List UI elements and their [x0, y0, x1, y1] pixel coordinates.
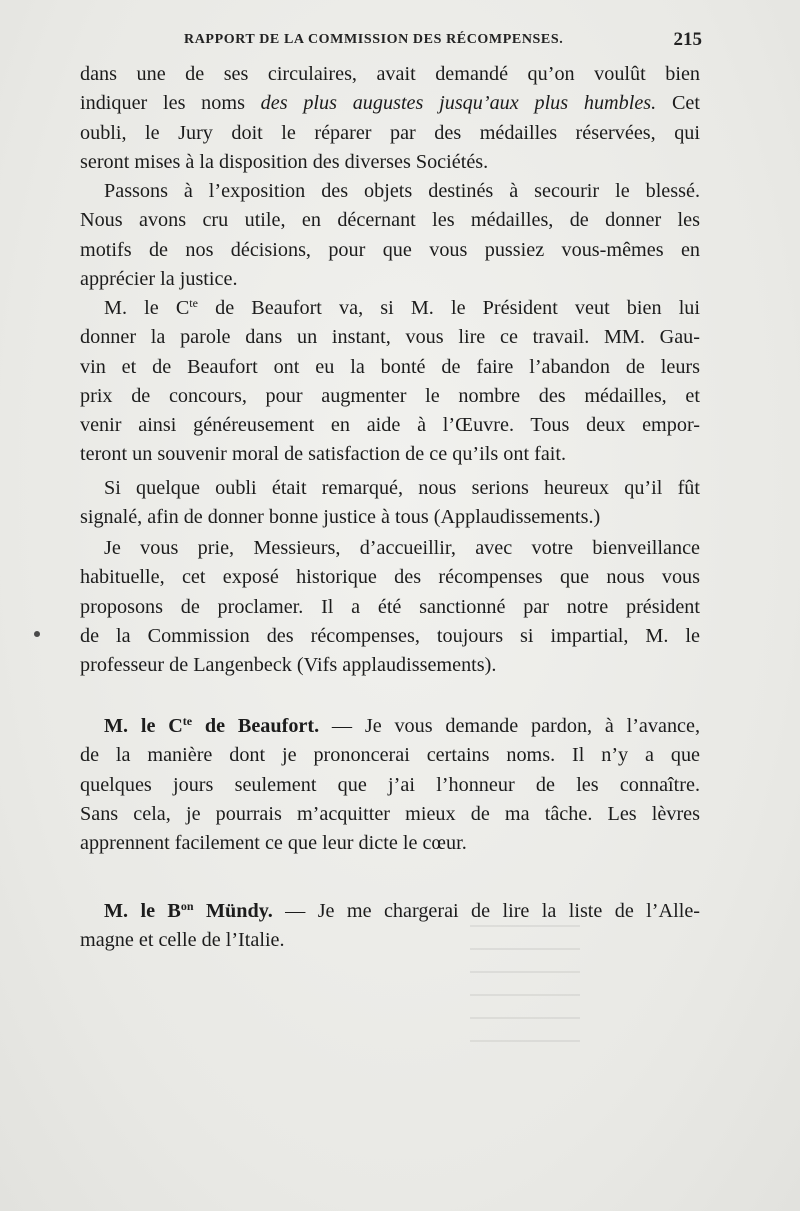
text-run: — Je me chargerai de lire la liste de l’Alle-: [272, 900, 700, 922]
superscript: te: [189, 296, 198, 310]
text-line: [80, 897, 700, 926]
paragraph-1: [80, 60, 700, 177]
text-line: venir ainsi généreusement en aide à l’Œuvre. Tous deux empor-: [80, 414, 700, 437]
superscript: te: [182, 714, 193, 728]
text-line: seront mises à la disposition des diverses Sociétés.: [80, 150, 489, 173]
text-run: de Beaufort va, si M. le Président veut bien lui: [197, 297, 700, 319]
text-line: signalé, afin de donner bonne justice à tous (Applaudissements.): [80, 506, 601, 529]
italic-phrase: des plus augustes jusqu’aux plus humbles.: [260, 92, 657, 115]
text-run: — Je vous demande pardon, à l’avance,: [319, 715, 701, 737]
text-line: [80, 294, 700, 323]
text-run: Cet: [656, 92, 700, 115]
superscript: on: [180, 899, 194, 913]
text-line: apprennent facilement ce que leur dicte le cœur.: [80, 832, 467, 855]
text-line: Sans cela, je pourrais m’acquitter mieux de ma tâche. Les lèvres: [80, 802, 700, 825]
text-line: vin et de Beaufort ont eu la bonté de faire l’abandon de leurs: [80, 355, 700, 378]
text-line: prix de concours, pour augmenter le nombre des médailles, et: [80, 384, 700, 407]
text-line: magne et celle de l’Italie.: [80, 929, 285, 952]
speaker-name: [104, 900, 273, 922]
paragraph-5: [80, 534, 700, 680]
running-head: [80, 29, 702, 54]
text-run: indiquer les noms: [80, 92, 261, 115]
text-line: Si quelque oubli était remarqué, nous serions heureux qu’il fût: [104, 477, 700, 499]
text-line: professeur de Langenbeck (Vifs applaudissements).: [80, 654, 497, 677]
speaker-name: [104, 715, 319, 737]
text-line: oubli, le Jury doit le réparer par des médailles réservées, qui: [80, 121, 700, 144]
text-run: M. le C: [104, 715, 183, 737]
paragraph-3: [80, 294, 700, 470]
text-line: motifs de nos décisions, pour que vous pussiez vous-mêmes en: [80, 238, 700, 261]
running-title: RAPPORT DE LA COMMISSION DES RÉCOMPENSES.: [184, 32, 564, 47]
page-number: 215: [673, 29, 702, 50]
show-through-shadow: [470, 925, 580, 1045]
text-line: proposons de proclamer. Il a été sanctionné par notre président: [80, 595, 700, 618]
text-run: M. le B: [104, 900, 181, 922]
paragraph-4: [80, 474, 700, 533]
text-line: apprécier la justice.: [80, 267, 238, 290]
text-line: Nous avons cru utile, en décernant les médailles, de donner les: [80, 209, 700, 232]
text-line: de la Commission des récompenses, toujours si impartial, M. le: [80, 624, 700, 647]
margin-ink-dot: [34, 631, 40, 637]
text-line: quelques jours seulement que j’ai l’honneur de les connaître.: [80, 773, 700, 796]
text-line: [80, 712, 700, 741]
text-line: habituelle, cet exposé historique des récompenses que nous vous: [80, 566, 700, 589]
text-line: de la manière dont je prononcerai certains noms. Il n’y a que: [80, 744, 700, 767]
text-line: teront un souvenir moral de satisfaction de ce qu’ils ont fait.: [80, 443, 567, 466]
text-line: donner la parole dans un instant, vous lire ce travail. MM. Gau-: [80, 326, 700, 349]
text-run: de Beaufort.: [192, 715, 320, 737]
paragraph-7: [80, 897, 700, 956]
paragraph-6: [80, 712, 700, 858]
text-line: [80, 89, 700, 118]
text-line: Je vous prie, Messieurs, d’accueillir, avec votre bienveillance: [104, 537, 700, 559]
paragraph-2: [80, 177, 700, 294]
text-run: Mündy.: [193, 900, 273, 922]
text-line: dans une de ses circulaires, avait demandé qu’on voulût bien: [80, 63, 700, 85]
text-run: M. le C: [104, 297, 190, 319]
text-line: Passons à l’exposition des objets destinés à secourir le blessé.: [104, 180, 700, 202]
